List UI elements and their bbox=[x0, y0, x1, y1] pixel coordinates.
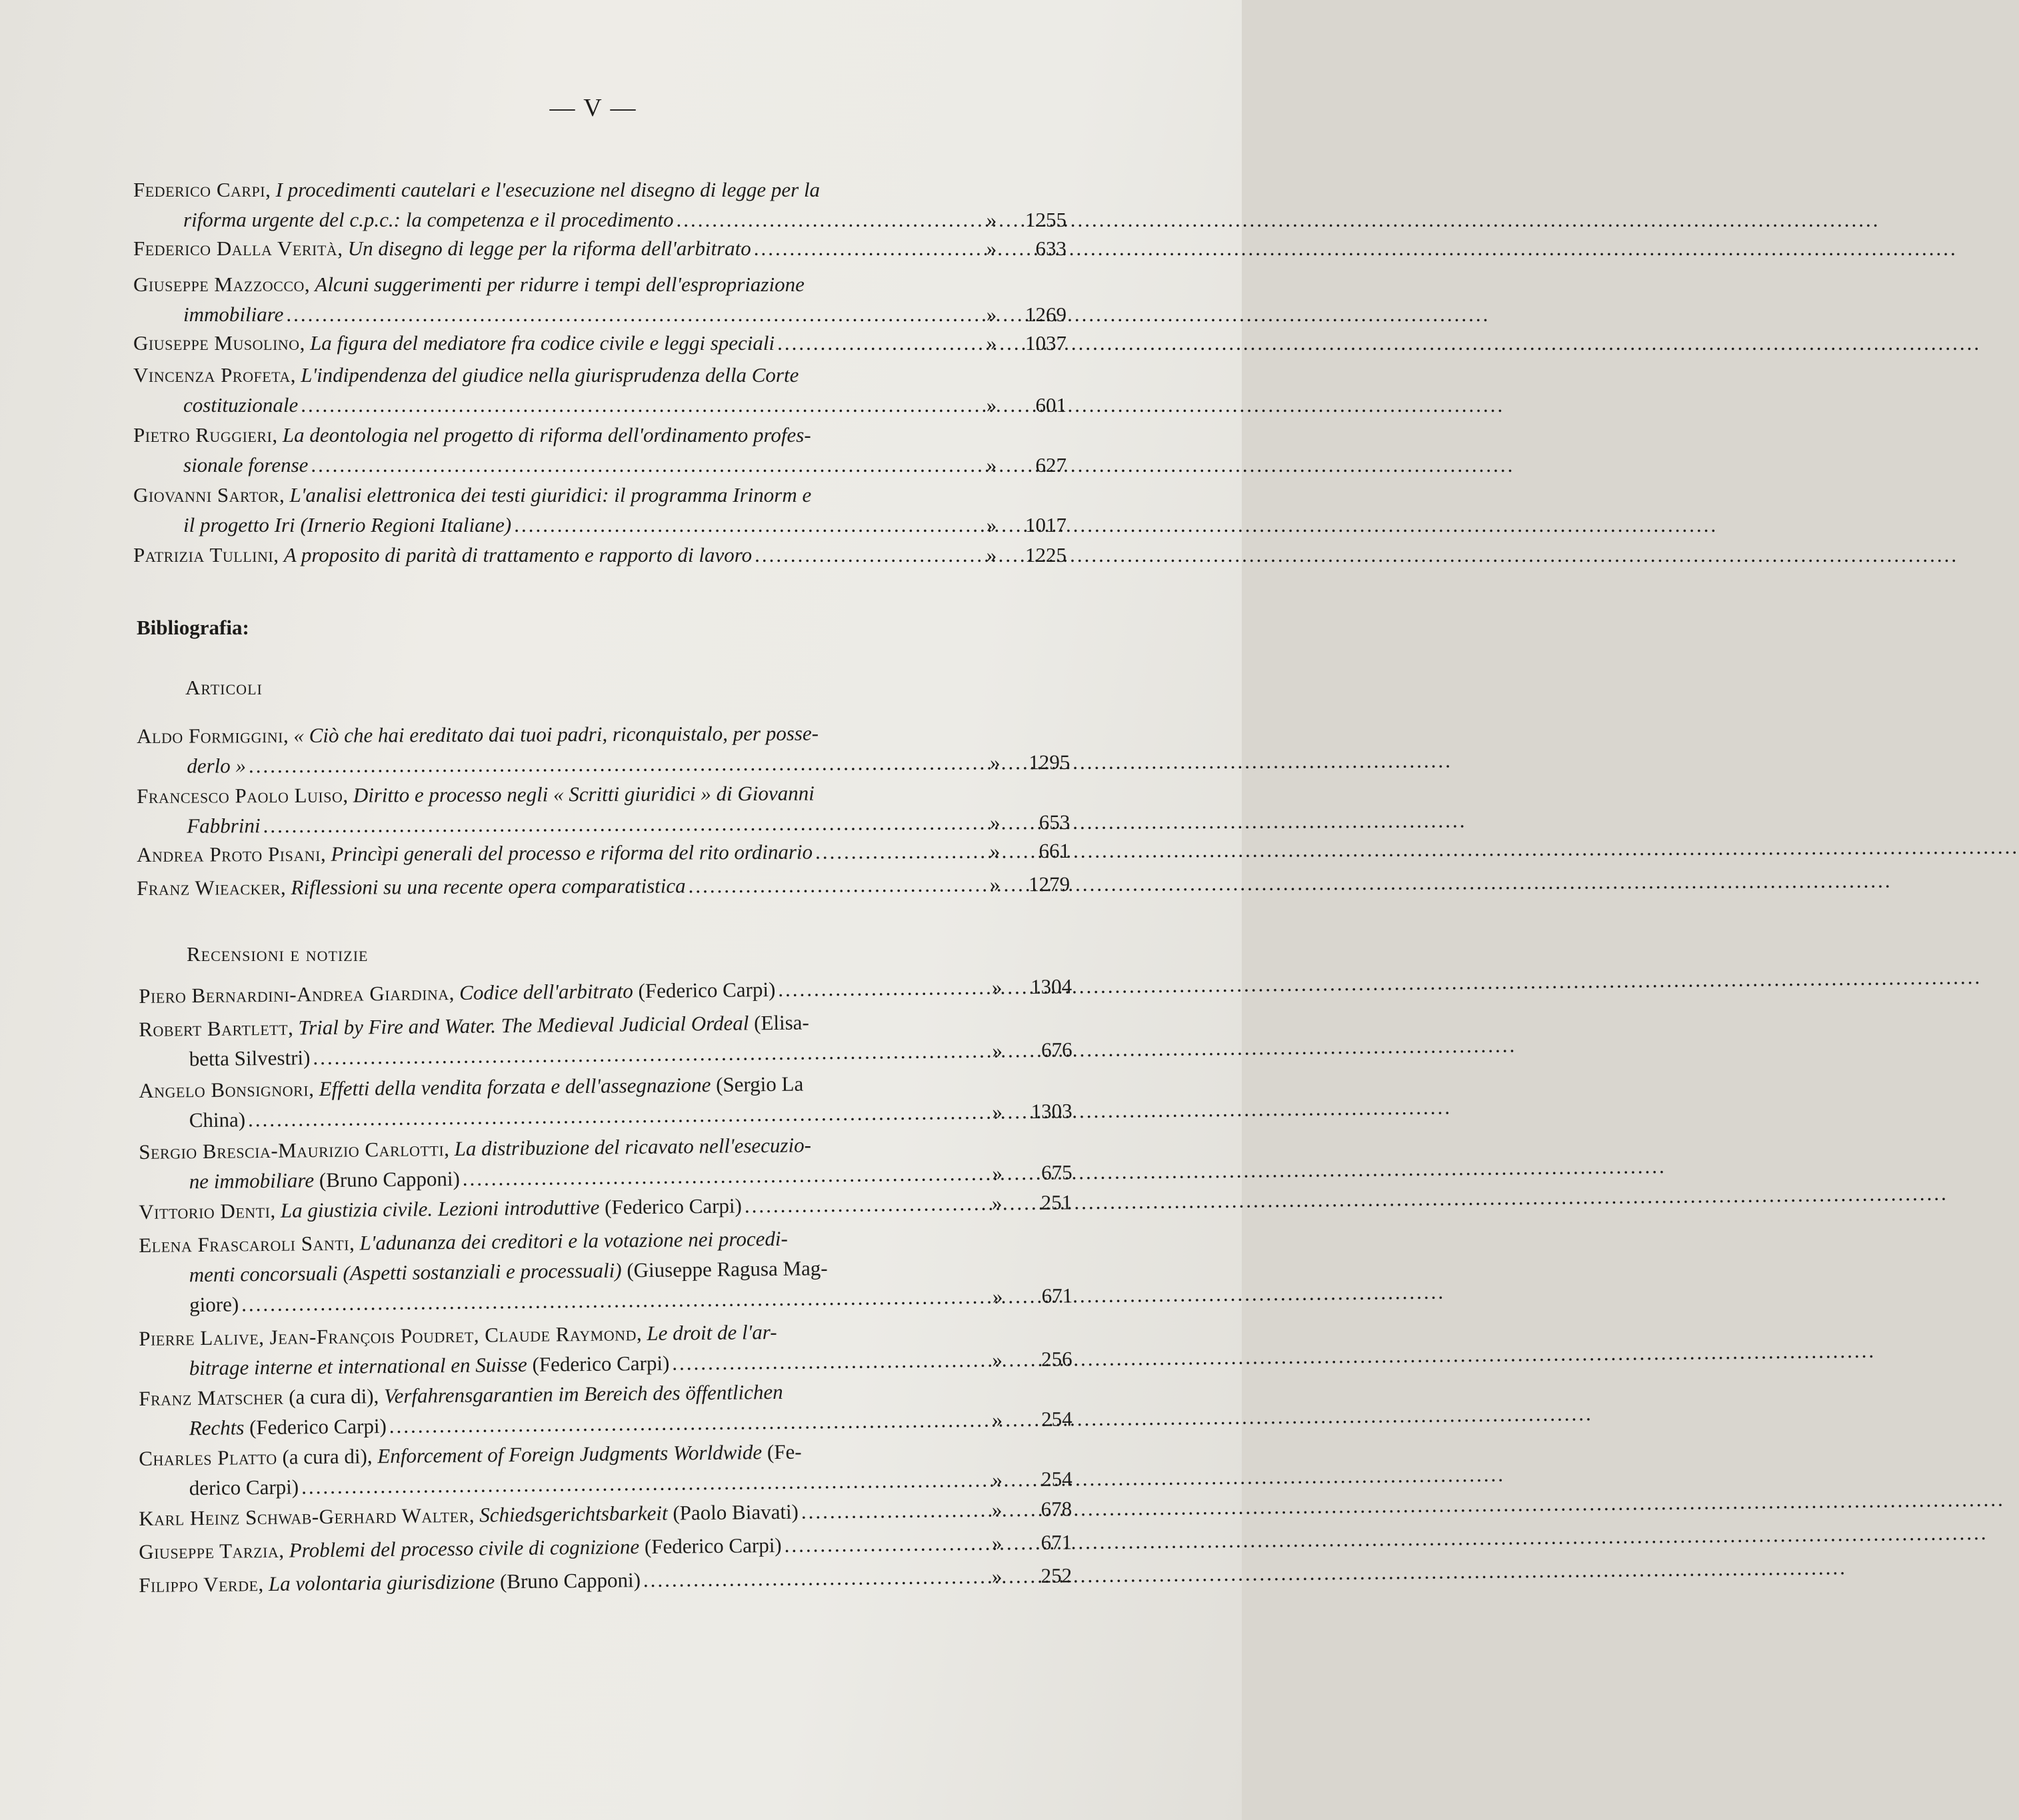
entry-text bbox=[133, 360, 799, 390]
entry-author: Federico Dalla Verità bbox=[133, 237, 338, 260]
leader-dots bbox=[778, 972, 969, 1004]
entry-text bbox=[187, 810, 260, 840]
page-number: 1269 bbox=[1025, 303, 1066, 326]
entry-reviewer: (Sergio La bbox=[711, 1072, 804, 1097]
entry-text bbox=[183, 205, 674, 235]
page-number: 1017 bbox=[1025, 513, 1066, 536]
entry-text bbox=[139, 1565, 641, 1600]
entry-text bbox=[139, 1191, 742, 1227]
entry-title: L'analisi elettronica dei testi giuridici: il programma Irinorm e bbox=[289, 483, 812, 506]
entry-author: Karl Heinz Schwab-Gerhard Walter bbox=[139, 1503, 469, 1530]
leader-dots bbox=[677, 205, 964, 235]
entry-text bbox=[139, 1530, 782, 1567]
entry-author: Franz Wieacker bbox=[137, 876, 281, 900]
entry-text bbox=[183, 299, 283, 329]
entry-reviewer: (Elisa- bbox=[749, 1010, 809, 1035]
entry-title-cont: derico Carpi) bbox=[189, 1475, 299, 1500]
entry-line bbox=[133, 175, 1066, 205]
entry-author: Sergio Brescia-Maurizio Carlotti bbox=[139, 1137, 445, 1164]
entry-title: « Ciò che hai ereditato dai tuoi padri, riconquistalo, per posse- bbox=[293, 721, 819, 747]
entry-separator: , bbox=[320, 842, 331, 866]
toc-entry bbox=[133, 175, 1066, 235]
ditto-mark: » bbox=[986, 303, 997, 326]
leader-dots bbox=[643, 1561, 969, 1595]
entry-line bbox=[137, 717, 1070, 751]
entry-author: Robert Bartlett bbox=[139, 1016, 289, 1041]
page-number: 1279 bbox=[1028, 872, 1070, 896]
entry-text bbox=[139, 1497, 799, 1533]
entry-author: Angelo Bonsignori bbox=[139, 1077, 309, 1102]
page-number: 252 bbox=[1040, 1563, 1072, 1587]
entry-text bbox=[139, 974, 776, 1011]
entry-separator: , bbox=[265, 178, 276, 201]
entry-text bbox=[137, 870, 686, 903]
toc-entry bbox=[137, 717, 1070, 781]
toc-entry bbox=[133, 233, 1066, 263]
entry-reviewer: (Federico Carpi) bbox=[244, 1414, 387, 1439]
entry-separator: , bbox=[283, 723, 294, 748]
toc-entry bbox=[133, 360, 1066, 420]
ditto-mark: » bbox=[992, 1038, 1003, 1062]
entry-separator: , bbox=[299, 331, 311, 355]
entry-reviewer: (Federico Carpi) bbox=[639, 1533, 782, 1559]
entry-separator: , bbox=[337, 237, 348, 260]
entry-title-cont: immobiliare bbox=[183, 303, 284, 326]
entry-text bbox=[189, 1104, 245, 1135]
page-number: 671 bbox=[1040, 1530, 1072, 1554]
leader-dots bbox=[463, 1158, 969, 1194]
leader-dots bbox=[755, 540, 963, 570]
ditto-mark: » bbox=[989, 872, 1001, 896]
entry-reviewer: (Fe- bbox=[761, 1439, 802, 1464]
entry-title-cont: menti concorsuali (Aspetti sostanziali e processuali) bbox=[189, 1258, 622, 1287]
leader-dots bbox=[286, 299, 963, 329]
entry-line bbox=[133, 233, 1066, 263]
entry-title: Un disegno di legge per la riforma dell'arbitrato bbox=[347, 237, 751, 260]
ditto-mark: » bbox=[992, 1348, 1003, 1371]
entry-text bbox=[133, 269, 805, 299]
page-number: 633 bbox=[1035, 237, 1066, 260]
entry-reviewer: (Bruno Capponi) bbox=[495, 1568, 641, 1593]
toc-entry bbox=[139, 971, 1072, 1011]
entry-reviewer: (Federico Carpi) bbox=[599, 1194, 743, 1219]
entry-line bbox=[137, 777, 1070, 811]
entry-author: Elena Frascaroli Santi bbox=[139, 1231, 350, 1257]
entry-line bbox=[133, 360, 1066, 390]
page-number: 251 bbox=[1040, 1190, 1072, 1214]
entry-text bbox=[133, 233, 751, 263]
leader-dots bbox=[263, 808, 967, 841]
entry-title: Riflessioni su una recente opera comparatistica bbox=[291, 874, 686, 899]
ditto-mark: » bbox=[986, 543, 997, 566]
leader-dots bbox=[249, 748, 967, 781]
ditto-mark: » bbox=[991, 1497, 1003, 1521]
entry-title: Codice dell'arbitrato bbox=[459, 979, 634, 1004]
entry-separator: , bbox=[287, 1016, 299, 1040]
entry-text bbox=[133, 420, 811, 450]
toc-entry bbox=[139, 1373, 1072, 1443]
entry-author: Aldo Formiggini bbox=[137, 724, 284, 748]
entry-title: Verfahrensgarantien im Bereich des öffentlichen bbox=[383, 1379, 783, 1408]
leader-dots bbox=[777, 328, 963, 358]
entry-separator: , bbox=[272, 423, 283, 447]
entry-reviewer: (Giuseppe Ragusa Mag- bbox=[621, 1256, 828, 1282]
entry-title: I procedimenti cautelari e l'esecuzione nel disegno di legge per la bbox=[275, 178, 821, 201]
entry-line bbox=[139, 1560, 1072, 1600]
ditto-mark: » bbox=[991, 975, 1003, 999]
entry-text bbox=[189, 1289, 239, 1320]
entry-separator: , bbox=[270, 1198, 281, 1222]
leader-dots bbox=[745, 1188, 969, 1221]
entry-title-cont: betta Silvestri) bbox=[189, 1046, 311, 1071]
entry-title: L'adunanza dei creditori e la votazione nei procedi- bbox=[359, 1226, 788, 1255]
entry-line bbox=[133, 299, 1066, 329]
entry-text bbox=[189, 1348, 669, 1383]
toc-entry bbox=[133, 328, 1066, 358]
leader-dots bbox=[313, 1036, 969, 1072]
entry-separator: (a cura di), bbox=[277, 1444, 378, 1469]
entry-separator: (a cura di), bbox=[283, 1384, 385, 1409]
toc-entry bbox=[133, 540, 1066, 570]
entry-text bbox=[187, 750, 246, 780]
entry-title: Le droit de l'ar- bbox=[647, 1320, 777, 1346]
entry-author: Giovanni Sartor bbox=[133, 483, 279, 506]
entry-separator: , bbox=[443, 1137, 455, 1161]
page-number: 1304 bbox=[1030, 974, 1072, 998]
ditto-mark: » bbox=[989, 839, 1001, 863]
leader-dots bbox=[754, 233, 963, 263]
entry-line bbox=[133, 540, 1066, 570]
entry-separator: , bbox=[273, 543, 284, 566]
page-number: 1295 bbox=[1028, 750, 1070, 774]
entry-text bbox=[189, 1411, 387, 1443]
entry-title-cont: costituzionale bbox=[183, 393, 299, 417]
entry-line bbox=[133, 328, 1066, 358]
entry-reviewer: (Bruno Capponi) bbox=[313, 1166, 460, 1192]
toc-entry bbox=[139, 1560, 1072, 1600]
entry-text bbox=[183, 510, 511, 540]
entry-author: Charles Platto bbox=[139, 1445, 277, 1470]
ditto-mark: » bbox=[986, 393, 997, 417]
articoli-heading: Articoli bbox=[185, 676, 263, 699]
toc-entry bbox=[139, 1314, 1072, 1383]
entry-title-cont: Fabbrini bbox=[187, 814, 261, 838]
entry-title-cont: ne immobiliare bbox=[189, 1168, 315, 1194]
toc-entry bbox=[137, 836, 1070, 870]
entry-line bbox=[133, 205, 1066, 235]
page-number: 653 bbox=[1038, 810, 1070, 834]
entry-author: Filippo Verde bbox=[139, 1572, 259, 1597]
entry-line bbox=[137, 869, 1070, 903]
leader-dots bbox=[815, 836, 967, 867]
entry-author: Pietro Ruggieri bbox=[133, 423, 273, 447]
entry-text bbox=[189, 1042, 310, 1074]
entry-author: Franz Matscher bbox=[139, 1385, 284, 1410]
toc-entry bbox=[139, 1220, 1072, 1320]
toc-entry bbox=[139, 1527, 1072, 1567]
entry-line bbox=[137, 836, 1070, 870]
page-number: 671 bbox=[1041, 1284, 1073, 1308]
page-number: 678 bbox=[1040, 1497, 1072, 1521]
toc-entry bbox=[139, 1433, 1072, 1503]
entry-title: La volontaria giurisdizione bbox=[268, 1569, 495, 1595]
entry-reviewer: (Paolo Biavati) bbox=[667, 1499, 799, 1525]
page-folio: — V — bbox=[549, 94, 637, 122]
ditto-mark: » bbox=[986, 453, 997, 476]
entry-title: A proposito di parità di trattamento e rapporto di lavoro bbox=[283, 543, 753, 566]
ditto-mark: » bbox=[986, 331, 997, 355]
entry-line bbox=[139, 1527, 1072, 1567]
ditto-mark: » bbox=[992, 1407, 1003, 1431]
entry-author: Piero Bernardini-Andrea Giardina bbox=[139, 981, 449, 1008]
ditto-mark: » bbox=[992, 1161, 1003, 1185]
entry-line bbox=[133, 420, 1066, 450]
entry-text bbox=[133, 480, 811, 510]
toc-entry bbox=[133, 269, 1066, 329]
entry-author: Vittorio Denti bbox=[139, 1198, 271, 1224]
entry-author: Giuseppe Mazzocco bbox=[133, 273, 305, 296]
entry-line bbox=[133, 480, 1066, 510]
entry-title-cont: riforma urgente del c.p.c.: la competenza e il procedimento bbox=[183, 208, 674, 231]
page-number: 661 bbox=[1038, 838, 1070, 863]
entry-title: Effetti della vendita forzata e dell'assegnazione bbox=[319, 1073, 711, 1101]
entry-separator: , bbox=[258, 1571, 269, 1596]
page-number: 1303 bbox=[1030, 1099, 1072, 1123]
ditto-mark: » bbox=[991, 1531, 1003, 1555]
ditto-mark: » bbox=[991, 1191, 1003, 1215]
entry-author: Giuseppe Musolino bbox=[133, 331, 300, 355]
entry-text bbox=[189, 1471, 299, 1503]
page-number: 1255 bbox=[1025, 208, 1066, 231]
toc-entry bbox=[133, 480, 1066, 540]
entry-title: La figura del mediatore fra codice civile e leggi speciali bbox=[310, 331, 775, 355]
toc-entry bbox=[137, 869, 1070, 903]
entry-line bbox=[133, 269, 1066, 299]
entry-text bbox=[137, 837, 813, 870]
entry-title: L'indipendenza del giudice nella giurisprudenza della Corte bbox=[301, 363, 799, 387]
entry-author: Vincenza Profeta bbox=[133, 363, 291, 387]
entry-text bbox=[137, 778, 815, 811]
entry-text bbox=[183, 390, 298, 420]
leader-dots bbox=[311, 450, 963, 480]
leader-dots bbox=[688, 870, 967, 901]
entry-author: Giuseppe Tarzia bbox=[139, 1538, 279, 1563]
ditto-mark: » bbox=[992, 1100, 1003, 1124]
entry-title: Enforcement of Foreign Judgments Worldwide bbox=[377, 1440, 763, 1468]
leader-dots bbox=[801, 1495, 969, 1527]
leader-dots bbox=[301, 390, 963, 420]
ditto-mark: » bbox=[989, 810, 1001, 834]
entry-text bbox=[189, 1164, 460, 1196]
bibliografia-heading: Bibliografia: bbox=[137, 616, 249, 639]
ditto-mark: » bbox=[992, 1467, 1003, 1491]
entry-title: Princìpi generali del processo e riforma del rito ordinario bbox=[331, 840, 813, 866]
entry-title-cont: derlo » bbox=[187, 754, 247, 778]
entry-title-cont: Rechts bbox=[189, 1415, 245, 1440]
entry-separator: , bbox=[279, 483, 290, 506]
entry-separator: , bbox=[469, 1503, 480, 1527]
entry-reviewer: (Federico Carpi) bbox=[633, 977, 776, 1003]
page-number: 254 bbox=[1040, 1407, 1072, 1431]
entry-title: La distribuzione del ricavato nell'esecuzio- bbox=[454, 1133, 812, 1161]
entry-separator: , bbox=[279, 1538, 289, 1562]
leader-dots bbox=[784, 1528, 969, 1560]
leader-dots bbox=[672, 1345, 969, 1378]
entry-separator: , bbox=[290, 363, 301, 387]
entry-title: Diritto e processo negli « Scritti giuridici » di Giovanni bbox=[353, 781, 815, 807]
page-number: 256 bbox=[1040, 1347, 1072, 1371]
entry-reviewer: (Federico Carpi) bbox=[527, 1351, 670, 1376]
entry-line bbox=[133, 450, 1066, 480]
entry-title-cont: il progetto Iri (Irnerio Regioni Italiane) bbox=[183, 513, 512, 536]
leader-dots bbox=[514, 510, 963, 540]
ditto-mark: » bbox=[991, 1564, 1003, 1588]
ditto-mark: » bbox=[986, 208, 997, 231]
entry-author: Federico Carpi bbox=[133, 178, 266, 201]
entry-text bbox=[137, 718, 819, 751]
entry-title: Alcuni suggerimenti per ridurre i tempi dell'espropriazione bbox=[315, 273, 805, 296]
toc-entry bbox=[133, 420, 1066, 480]
entry-line bbox=[137, 747, 1070, 781]
entry-separator: , bbox=[349, 1231, 360, 1255]
toc-entry bbox=[139, 1127, 1072, 1197]
entry-title: Trial by Fire and Water. The Medieval Judicial Ordeal bbox=[298, 1011, 749, 1040]
entry-text bbox=[183, 450, 308, 480]
toc-entry bbox=[139, 1004, 1072, 1074]
entry-text bbox=[133, 540, 752, 570]
page-number: 254 bbox=[1040, 1467, 1072, 1491]
entry-title: Problemi del processo civile di cognizione bbox=[289, 1535, 640, 1562]
entry-title: Schiedsgerichtsbarkeit bbox=[479, 1501, 668, 1527]
entry-title: La giustizia civile. Lezioni introduttive bbox=[280, 1195, 600, 1222]
entry-line bbox=[133, 390, 1066, 420]
entry-text bbox=[133, 328, 775, 358]
entry-title: La deontologia nel progetto di riforma dell'ordinamento profes- bbox=[282, 423, 811, 447]
ditto-mark: » bbox=[986, 513, 997, 536]
entry-title-cont: China) bbox=[189, 1108, 246, 1132]
entry-title-cont: sionale forense bbox=[183, 453, 309, 476]
entry-text bbox=[133, 175, 820, 205]
page-number: 1225 bbox=[1025, 543, 1066, 566]
ditto-mark: » bbox=[989, 750, 1001, 774]
entry-separator: , bbox=[280, 875, 291, 900]
entry-author: Andrea Proto Pisani bbox=[137, 842, 321, 866]
entry-separator: , bbox=[636, 1322, 647, 1346]
page-number: 1037 bbox=[1025, 331, 1066, 355]
entry-author: Patrizia Tullini bbox=[133, 543, 274, 566]
page-number: 601 bbox=[1035, 393, 1066, 417]
page-number: 675 bbox=[1040, 1160, 1072, 1184]
entry-separator: , bbox=[343, 783, 353, 807]
entry-author: Pierre Lalive, Jean-François Poudret, Claude Raymond bbox=[139, 1322, 637, 1350]
ditto-mark: » bbox=[992, 1284, 1003, 1308]
entry-title-cont: bitrage interne et international en Suisse bbox=[189, 1352, 527, 1380]
toc-entry bbox=[139, 1066, 1072, 1136]
toc-entry bbox=[137, 777, 1070, 841]
page-number: 676 bbox=[1040, 1038, 1072, 1062]
entry-separator: , bbox=[308, 1077, 319, 1101]
entry-line bbox=[133, 510, 1066, 540]
entry-line bbox=[139, 971, 1072, 1011]
ditto-mark: » bbox=[986, 237, 997, 260]
entry-author: Francesco Paolo Luiso bbox=[137, 783, 343, 808]
recensioni-heading: Recensioni e notizie bbox=[187, 942, 369, 966]
entry-separator: , bbox=[449, 980, 460, 1005]
entry-reviewer-cont: giore) bbox=[189, 1292, 239, 1317]
entry-separator: , bbox=[304, 273, 315, 296]
page-number: 627 bbox=[1035, 453, 1066, 476]
